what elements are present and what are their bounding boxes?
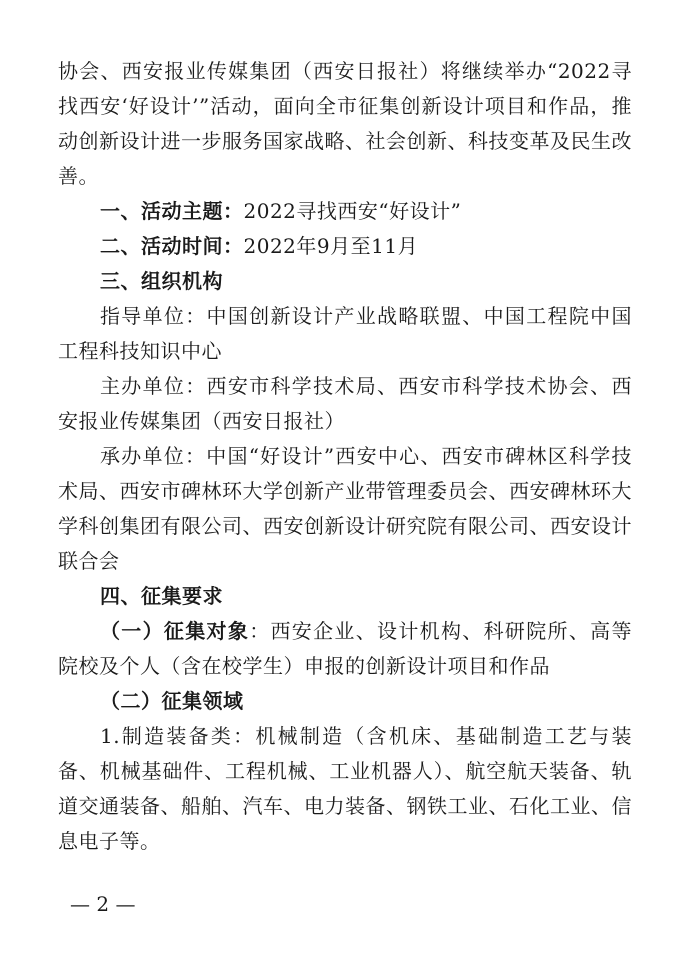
activity-time-heading: 二、活动时间： <box>100 234 244 258</box>
manufacturing-item: 1.制造装备类：机械制造（含机床、基础制造工艺与装备、机械基础件、工程机械、工业机器人）、航空航天装备、轨道交通装备、船舶、汽车、电力装备、钢铁工业、石化工业、信息电子等。 <box>58 724 632 853</box>
guide-units: 指导单位：中国创新设计产业战略联盟、中国工程院中国工程科技知识中心 <box>58 304 632 363</box>
activity-theme-heading: 一、活动主题： <box>100 199 244 223</box>
organizer-units: 承办单位：中国“好设计”西安中心、西安市碑林区科学技术局、西安市碑林环大学创新产业带管理委员会、西安碑林环大学科创集团有限公司、西安创新设计研究院有限公司、西安设计联合会 <box>58 444 632 573</box>
host-units: 主办单位：西安市科学技术局、西安市科学技术协会、西安报业传媒集团（西安日报社） <box>58 374 632 433</box>
activity-time-value: 2022年9月至11月 <box>243 234 419 258</box>
activity-theme <box>58 194 632 229</box>
collection-target <box>58 614 632 684</box>
activity-theme-value: 2022寻找西安“好设计” <box>243 199 462 223</box>
page-number: — 2 — <box>70 892 136 916</box>
intro-paragraph: 协会、西安报业传媒集团（西安日报社）将继续举办“2022寻找西安‘好设计’”活动，面向全市征集创新设计项目和作品，推动创新设计进一步服务国家战略、社会创新、科技变革及民生改善。 <box>58 59 632 188</box>
document-body <box>58 54 632 859</box>
collection-fields-label: （二）征集领域 <box>100 689 244 713</box>
collection-target-text: ：西安企业、设计机构、科研院所、高等院校及个人（含在校学生）申报的创新设计项目和作品 <box>58 619 632 678</box>
activity-time <box>58 229 632 264</box>
organization-heading: 三、组织机构 <box>100 269 223 293</box>
requirements-heading: 四、征集要求 <box>100 584 223 608</box>
collection-target-label: （一）征集对象 <box>100 619 250 643</box>
